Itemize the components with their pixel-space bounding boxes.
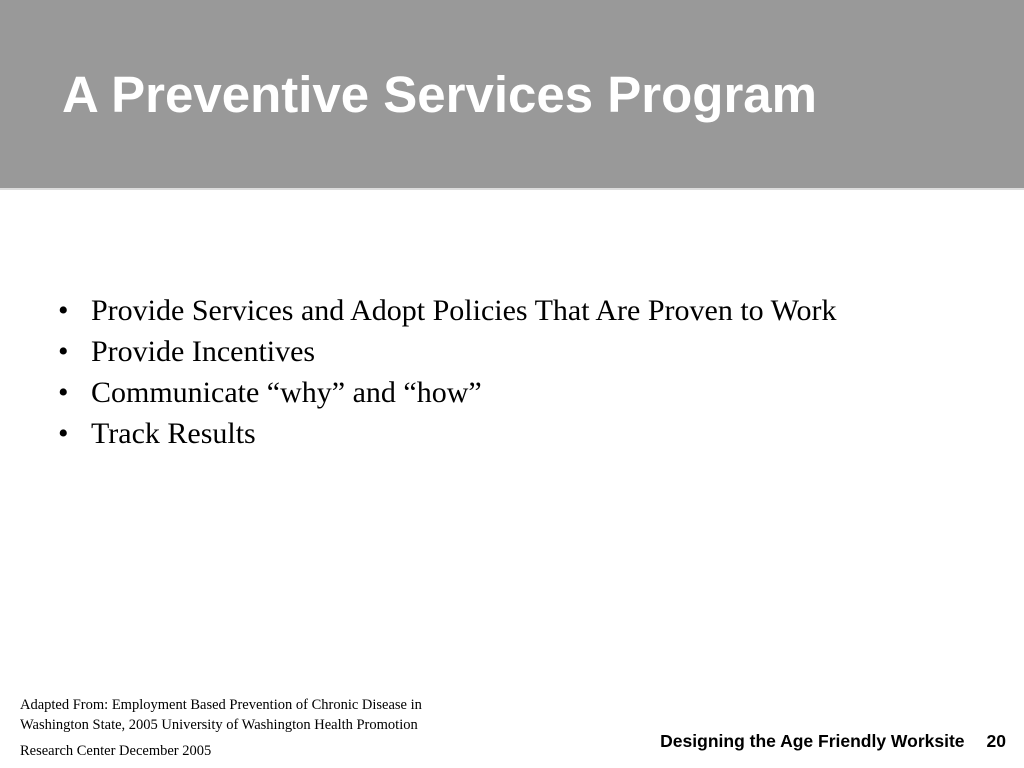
presentation-title: Designing the Age Friendly Worksite — [660, 731, 965, 751]
source-citation — [20, 695, 510, 761]
source-citation-line: Washington State, 2005 University of Washington Health Promotion — [20, 717, 418, 733]
slide-title: A Preventive Services Program — [62, 66, 818, 123]
slide-footer — [660, 730, 1006, 752]
bullet-dot-icon: • — [58, 417, 69, 450]
bullet-item — [58, 413, 998, 454]
bullet-dot-icon: • — [58, 335, 69, 368]
source-citation-line: Research Center December 2005 — [20, 743, 212, 759]
bullet-dot-icon: • — [58, 294, 69, 327]
bullet-text: Provide Incentives — [91, 335, 316, 368]
bullet-item — [58, 372, 998, 413]
bullet-item — [58, 331, 998, 372]
bullet-dot-icon: • — [58, 376, 69, 409]
title-banner — [0, 0, 1024, 190]
bullet-text: Track Results — [91, 417, 256, 450]
source-citation-line: Adapted From: Employment Based Prevention of Chronic Disease in — [20, 697, 422, 713]
bullet-item — [58, 290, 998, 331]
bullet-list — [58, 290, 998, 454]
bullet-text: Communicate “why” and “how” — [91, 376, 482, 409]
page-number: 20 — [986, 731, 1006, 751]
bullet-text: Provide Services and Adopt Policies That Are Proven to Work — [91, 294, 837, 327]
